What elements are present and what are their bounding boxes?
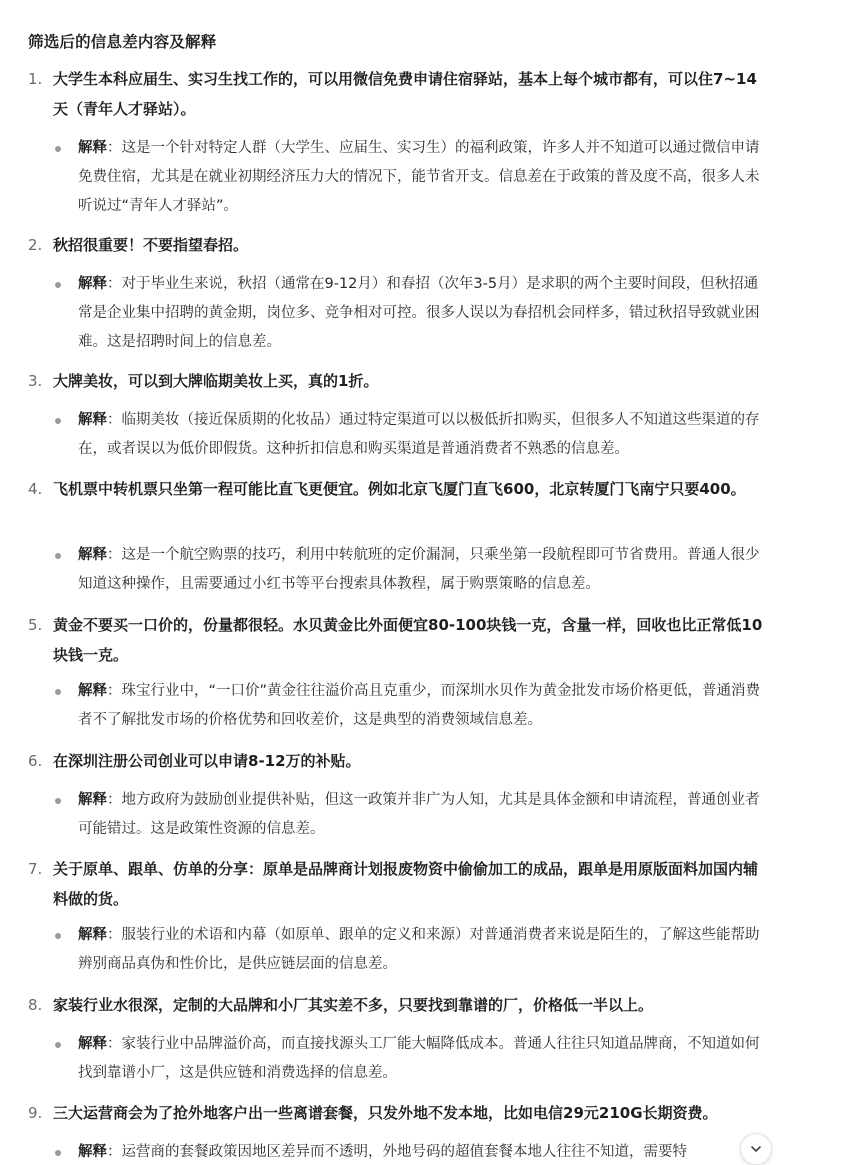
list-item-explanation: 解释：对于毕业生来说，秋招（通常在9-12月）和春招（次年3-5月）是求职的两个主要时间段，但秋招通常是企业集中招聘的黄金期，岗位多、竞争相对可控。很多人误以为春招机会同样多，错过秋招导致就业困难。这是招聘时间上的信息差。 (78, 276, 760, 350)
list-number: 4. (28, 480, 43, 498)
list-item-explanation: 解释：服装行业的术语和内幕（如原单、跟单的定义和来源）对普通消费者来说是陌生的，了解这些能帮助辨别商品真伪和性价比，是供应链层面的信息差。 (78, 927, 760, 972)
list-item-explanation: 解释：运营商的套餐政策因地区差异而不透明，外地号码的超值套餐本地人往往不知道，需要特 (78, 1144, 687, 1160)
list-number: 7. (28, 860, 43, 878)
explanation-text: 这是一个航空购票的技巧，利用中转航班的定价漏洞，只乘坐第一段航程即可节省费用。普通人很少知道这种操作，且需要通过小红书等平台搜索具体教程，属于购票策略的信息差。 (78, 547, 760, 592)
list-number: 2. (28, 236, 43, 254)
explanation-label: 解释 (78, 1144, 107, 1160)
explanation-text: 地方政府为鼓励创业提供补贴，但这一政策并非广为人知，尤其是具体金额和申请流程，普通创业者可能错过。这是政策性资源的信息差。 (78, 792, 760, 837)
explanation-text: 家装行业中品牌溢价高，而直接找源头工厂能大幅降低成本。普通人往往只知道品牌商，不知道如何找到靠谱小厂，这是供应链和消费选择的信息差。 (78, 1036, 760, 1081)
list-number: 8. (28, 996, 43, 1014)
list-item-title: 大学生本科应届生、实习生找工作的，可以用微信免费申请住宿驿站，基本上每个城市都有，可以住7~14天（青年人才驿站）。 (53, 70, 757, 118)
explanation-label: 解释 (78, 927, 107, 943)
list-item-title: 三大运营商会为了抢外地客户出一些离谱套餐，只发外地不发本地，比如电信29元210G长期资费。 (53, 1104, 718, 1122)
explanation-text: 临期美妆（接近保质期的化妆品）通过特定渠道可以以极低折扣购买，但很多人不知道这些渠道的存在，或者误以为低价即假货。这种折扣信息和购买渠道是普通消费者不熟悉的信息差。 (78, 412, 760, 457)
list-item-explanation: 解释：珠宝行业中，“一口价”黄金往往溢价高且克重少，而深圳水贝作为黄金批发市场价格更低，普通消费者不了解批发市场的价格优势和回收差价，这是典型的消费领域信息差。 (78, 683, 761, 728)
list-item-explanation: 解释：家装行业中品牌溢价高，而直接找源头工厂能大幅降低成本。普通人往往只知道品牌商，不知道如何找到靠谱小厂，这是供应链和消费选择的信息差。 (78, 1036, 760, 1081)
explanation-label: 解释 (78, 792, 107, 808)
explanation-text: 对于毕业生来说，秋招（通常在9-12月）和春招（次年3-5月）是求职的两个主要时间段，但秋招通常是企业集中招聘的黄金期，岗位多、竞争相对可控。很多人误以为春招机会同样多，错过秋招导致就业困难。这是招聘时间上的信息差。 (78, 276, 760, 350)
bullet-icon (55, 1042, 61, 1048)
explanation-label: 解释 (78, 547, 107, 563)
list-number: 6. (28, 752, 43, 770)
explanation-text: 服装行业的术语和内幕（如原单、跟单的定义和来源）对普通消费者来说是陌生的，了解这些能帮助辨别商品真伪和性价比，是供应链层面的信息差。 (78, 927, 760, 972)
list-number: 1. (28, 70, 43, 88)
bullet-icon (55, 553, 61, 559)
list-item-title: 在深圳注册公司创业可以申请8-12万的补贴。 (53, 752, 361, 770)
explanation-label: 解释 (78, 412, 107, 428)
explanation-label: 解释 (78, 140, 107, 156)
bullet-icon (55, 798, 61, 804)
scroll-to-bottom-button[interactable] (740, 1133, 772, 1165)
list-item-title: 关于原单、跟单、仿单的分享：原单是品牌商计划报废物资中偷偷加工的成品，跟单是用原版面料加国内辅料做的货。 (53, 860, 759, 908)
list-number: 5. (28, 616, 43, 634)
explanation-label: 解释 (78, 683, 107, 699)
bullet-icon (55, 933, 61, 939)
list-item-title: 秋招很重要！不要指望春招。 (53, 236, 249, 254)
bullet-icon (55, 689, 61, 695)
explanation-text: 珠宝行业中，“一口价”黄金往往溢价高且克重少，而深圳水贝作为黄金批发市场价格更低，普通消费者不了解批发市场的价格优势和回收差价，这是典型的消费领域信息差。 (78, 683, 761, 728)
list-item-title: 大牌美妆，可以到大牌临期美妆上买，真的1折。 (53, 372, 379, 390)
chevron-down-icon (749, 1142, 763, 1156)
list-item-title: 飞机票中转机票只坐第一程可能比直飞更便宜。例如北京飞厦门直飞600，北京转厦门飞南宁只要400。 (53, 480, 746, 498)
list-item-explanation: 解释：这是一个航空购票的技巧，利用中转航班的定价漏洞，只乘坐第一段航程即可节省费用。普通人很少知道这种操作，且需要通过小红书等平台搜索具体教程，属于购票策略的信息差。 (78, 547, 760, 592)
section-heading: 筛选后的信息差内容及解释 (28, 33, 217, 51)
bullet-icon (55, 146, 61, 152)
list-item-explanation: 解释：临期美妆（接近保质期的化妆品）通过特定渠道可以以极低折扣购买，但很多人不知道这些渠道的存在，或者误以为低价即假货。这种折扣信息和购买渠道是普通消费者不熟悉的信息差。 (78, 412, 760, 457)
explanation-text: 运营商的套餐政策因地区差异而不透明，外地号码的超值套餐本地人往往不知道，需要特 (121, 1144, 687, 1160)
explanation-label: 解释 (78, 276, 107, 292)
list-item-explanation: 解释：这是一个针对特定人群（大学生、应届生、实习生）的福利政策，许多人并不知道可以通过微信申请免费住宿，尤其是在就业初期经济压力大的情况下，能节省开支。信息差在于政策的普及度不高，很多人未听说过“青年人才驿站”。 (78, 140, 760, 214)
list-number: 3. (28, 372, 43, 390)
bullet-icon (55, 1150, 61, 1156)
list-number: 9. (28, 1104, 43, 1122)
list-item-title: 家装行业水很深，定制的大品牌和小厂其实差不多，只要找到靠谱的厂，价格低一半以上。 (53, 996, 654, 1014)
explanation-text: 这是一个针对特定人群（大学生、应届生、实习生）的福利政策，许多人并不知道可以通过微信申请免费住宿，尤其是在就业初期经济压力大的情况下，能节省开支。信息差在于政策的普及度不高，很多人未听说过“青年人才驿站”。 (78, 140, 760, 214)
explanation-label: 解释 (78, 1036, 107, 1052)
bullet-icon (55, 418, 61, 424)
bullet-icon (55, 282, 61, 288)
list-item-explanation: 解释：地方政府为鼓励创业提供补贴，但这一政策并非广为人知，尤其是具体金额和申请流程，普通创业者可能错过。这是政策性资源的信息差。 (78, 792, 760, 837)
list-item-title: 黄金不要买一口价的，份量都很轻。水贝黄金比外面便宜80-100块钱一克，含量一样，回收也比正常低10块钱一克。 (53, 616, 763, 664)
